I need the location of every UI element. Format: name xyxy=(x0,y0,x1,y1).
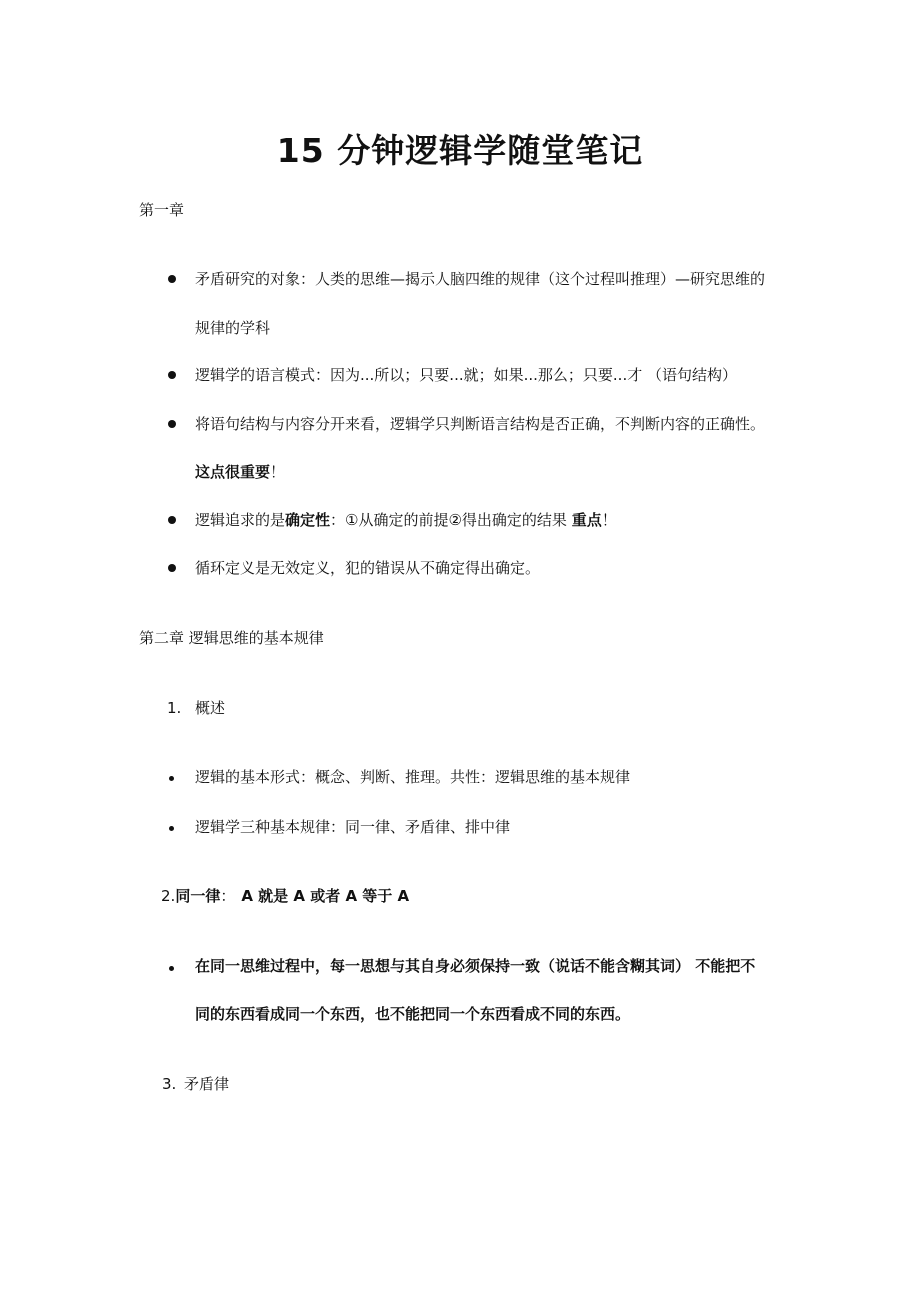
punctuation: ： xyxy=(220,887,236,905)
ch1-bullet-1-line-1: 矛盾研究的对象：人类的思维—揭示人脑四维的规律（这个过程叫推理）—研究思维的 xyxy=(195,270,766,288)
ch1-bullet-1-line-2: 规律的学科 xyxy=(195,319,271,337)
punctuation: ！ xyxy=(601,511,617,529)
section-3-title: 矛盾律 xyxy=(184,1075,230,1093)
section-2-number: 2. xyxy=(161,887,176,905)
ch1-bullet-5: 循环定义是无效定义，犯的错误从不确定得出确定。 xyxy=(195,559,541,577)
bullet-icon xyxy=(168,371,176,379)
bullet-icon xyxy=(168,420,176,428)
section-1-title: 概述 xyxy=(195,699,226,717)
ch1-bullet-3-line-1: 将语句结构与内容分开来看，逻辑学只判断语言结构是否正确，不判断内容的正确性。 xyxy=(195,415,766,433)
section-2-statement: A 就是 A 或者 A 等于 A xyxy=(241,887,410,905)
punctuation: ！ xyxy=(270,463,286,481)
emphasis-text: 确定性 xyxy=(285,511,331,529)
bullet-4-mid: ：①从确定的前提②得出确定的结果 xyxy=(330,511,572,529)
emphasis-text: 这点很重要 xyxy=(195,463,271,481)
bullet-icon xyxy=(169,966,174,971)
sec1-item-1: 逻辑的基本形式：概念、判断、推理。共性：逻辑思维的基本规律 xyxy=(195,768,631,786)
bullet-icon xyxy=(168,275,176,283)
emphasis-text: 重点 xyxy=(571,511,602,529)
ch1-bullet-2: 逻辑学的语言模式：因为...所以；只要...就；如果...那么；只要...才 （语句结构） xyxy=(195,366,737,384)
bullet-4-pre: 逻辑追求的是 xyxy=(195,511,286,529)
chapter-2-heading: 第二章 逻辑思维的基本规律 xyxy=(139,629,324,647)
page-title: 15 分钟逻辑学随堂笔记 xyxy=(276,131,644,170)
ch1-bullet-3-line-2 xyxy=(195,461,285,483)
section-2-title: 同一律 xyxy=(175,887,221,905)
ch1-bullet-4 xyxy=(195,509,617,531)
section-1-number: 1. xyxy=(167,699,182,717)
chapter-1-heading: 第一章 xyxy=(139,201,185,219)
section-3-number: 3. xyxy=(162,1075,177,1093)
bullet-icon xyxy=(169,826,174,831)
section-2-heading xyxy=(161,885,409,907)
sec2-item-line-1: 在同一思维过程中，每一思想与其自身必须保持一致（说话不能含糊其词） 不能把不 xyxy=(195,957,756,975)
bullet-icon xyxy=(168,516,176,524)
sec2-item-line-2: 同的东西看成同一个东西，也不能把同一个东西看成不同的东西。 xyxy=(195,1005,631,1023)
bullet-icon xyxy=(168,564,176,572)
bullet-icon xyxy=(169,776,174,781)
sec1-item-2: 逻辑学三种基本规律：同一律、矛盾律、排中律 xyxy=(195,818,511,836)
